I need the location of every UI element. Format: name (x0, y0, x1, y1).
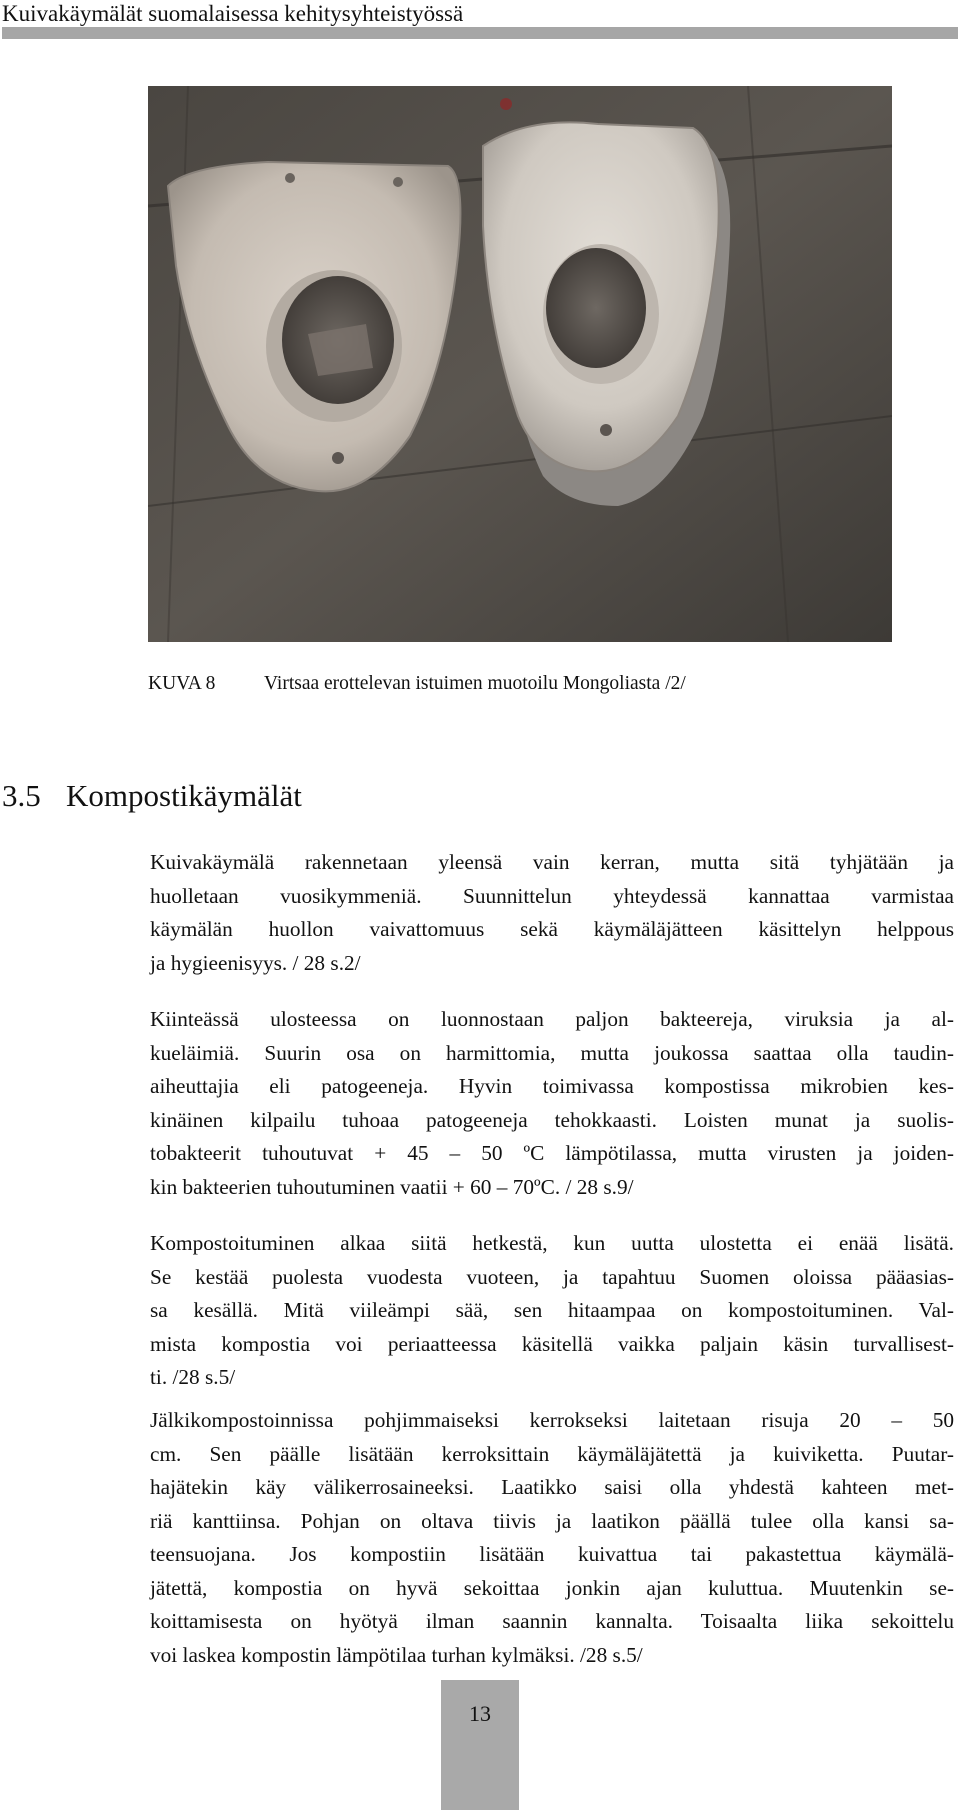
header-rule (2, 27, 958, 39)
section-number: 3.5 (2, 778, 41, 813)
text-line: käymälän huollon vaivattomuus sekä käymäläjätteen käsittelyn helppous (150, 917, 954, 941)
text-line: Jälkikompostoinnissa pohjimmaiseksi kerrokseksi laitetaan risuja 20 – 50 (150, 1408, 954, 1432)
text-line: aiheuttajia eli patogeeneja. Hyvin toimivassa kompostissa mikrobien kes- (150, 1074, 954, 1098)
toilet-seats-photo-icon (148, 86, 892, 642)
figure-number: KUVA 8 (148, 673, 216, 694)
section-title: Kompostikäymälät (66, 778, 302, 813)
text-line: kinäinen kilpailu tuhoaa patogeeneja tehokkaasti. Loisten munat ja suolis- (150, 1107, 954, 1132)
page-number-box (441, 1680, 519, 1810)
text-line: Se kestää puolesta vuodesta vuoteen, ja tapahtuu Suomen oloissa pääasias- (150, 1264, 954, 1289)
paragraph (150, 1003, 954, 1204)
figure-caption (148, 670, 686, 698)
text-line: Kiinteässä ulosteessa on luonnostaan paljon bakteereja, viruksia ja al- (150, 1007, 954, 1031)
text-line: Kompostoituminen alkaa siitä hetkestä, kun uutta ulostetta ei enää lisätä. (150, 1231, 954, 1255)
text-line: hajätekin käy välikerrosaineeksi. Laatikko saisi olla yhdestä kahteen met- (150, 1475, 954, 1499)
text-line: tobakteerit tuhoutuvat + 45 – 50 ºC lämpötilassa, mutta virusten ja joiden- (150, 1141, 954, 1165)
text-line: sa kesällä. Mitä viileämpi sää, sen hitaampaa on kompostoituminen. Val- (150, 1298, 954, 1322)
text-line: ja hygieenisyys. / 28 s.2/ (150, 950, 361, 975)
paragraph (150, 1227, 954, 1395)
running-header: Kuivakäymälät suomalaisessa kehitysyhteistyössä (2, 1, 464, 26)
text-line: voi laskea kompostin lämpötilaa turhan kylmäksi. /28 s.5/ (150, 1642, 643, 1667)
text-line: cm. Sen päälle lisätään kerroksittain käymäläjätettä ja kuiviketta. Puutar- (150, 1441, 954, 1466)
page-number: 13 (469, 1701, 491, 1726)
text-line: kin bakteerien tuhoutuminen vaatii + 60 – 70ºC. / 28 s.9/ (150, 1174, 634, 1199)
text-line: teensuojana. Jos kompostiin lisätään kuivattua tai pakastettua käymälä- (150, 1542, 954, 1566)
text-line: huolletaan vuosikymmeniä. Suunnittelun yhteydessä kannattaa varmistaa (150, 883, 954, 908)
text-line: Kuivakäymälä rakennetaan yleensä vain kerran, mutta sitä tyhjätään ja (150, 850, 954, 874)
figure-caption-text: Virtsaa erottelevan istuimen muotoilu Mongoliasta /2/ (264, 673, 686, 694)
paragraph (150, 846, 954, 980)
figure-photo (148, 86, 892, 642)
text-line: mista kompostia voi periaatteessa käsitellä vaikka paljain käsin turvallisest- (150, 1331, 954, 1356)
paragraph (150, 1404, 954, 1672)
text-line: jätettä, kompostia on hyvä sekoittaa jonkin ajan kuluttua. Muutenkin se- (150, 1575, 954, 1600)
text-line: riä kanttiinsa. Pohjan on oltava tiivis ja laatikon päällä tulee olla kansi sa- (150, 1508, 954, 1533)
text-line: kueläimiä. Suurin osa on harmittomia, mutta joukossa saattaa olla taudin- (150, 1040, 954, 1065)
section-heading (2, 776, 302, 816)
text-line: ti. /28 s.5/ (150, 1365, 236, 1389)
text-line: koittamisesta on hyötyä ilman saannin kannalta. Toisaalta liika sekoittelu (150, 1609, 954, 1633)
